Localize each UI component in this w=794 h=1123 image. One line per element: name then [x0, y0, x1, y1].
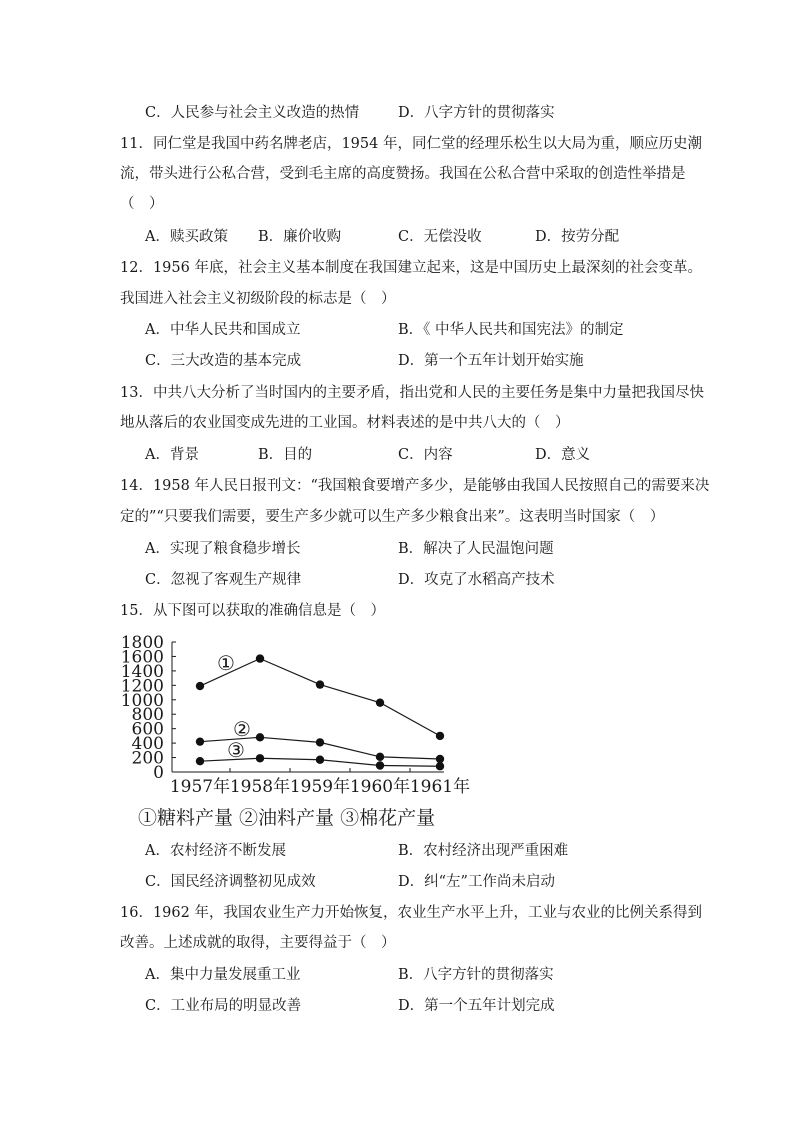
q11-option-d: D．按劳分配	[535, 229, 620, 245]
q12-stem-line1: 12．1956 年底，社会主义基本制度在我国建立起来，这是中国历史上最深刻的社会变革。	[120, 260, 702, 276]
x-tick-label: 1958年	[229, 777, 291, 797]
y-tick-label: 1800	[120, 633, 164, 653]
data-point	[436, 762, 444, 770]
q16-stem-line2: 改善。上述成就的取得，主要得益于（ ）	[120, 935, 396, 951]
q15-option-c: C．国民经济调整初见成效	[145, 874, 316, 890]
q11-option-c: C．无偿没收	[398, 229, 482, 245]
data-point	[376, 753, 384, 761]
q13-stem-line1: 13．中共八大分析了当时国内的主要矛盾，指出党和人民的主要任务是集中力量把我国尽快	[120, 385, 704, 401]
data-point	[256, 654, 264, 662]
chart-legend: ①糖料产量 ②油料产量 ③棉花产量	[138, 807, 436, 829]
q15-option-a: A．农村经济不断发展	[145, 843, 286, 859]
q14-option-a: A．实现了粮食稳步增长	[145, 541, 301, 557]
y-tick-label: 400	[131, 734, 164, 755]
q14-option-d: D．攻克了水稻高产技术	[398, 572, 555, 588]
data-point	[316, 680, 324, 688]
x-tick-label: 1957年	[169, 777, 231, 797]
q11-stem-line1: 11．同仁堂是我国中药名牌老店，1954 年，同仁堂的经理乐松生以大局为重，顺应历史潮	[120, 136, 702, 152]
data-point	[436, 732, 444, 740]
series-label: ③	[227, 738, 245, 762]
q12-stem-line2: 我国进入社会主义初级阶段的标志是（ ）	[120, 291, 396, 307]
y-tick-label: 1000	[120, 690, 164, 711]
q10-option-c: C．人民参与社会主义改造的热情	[145, 105, 360, 121]
x-tick-label: 1961年	[409, 777, 471, 797]
q12-option-d: D．第一个五年计划开始实施	[398, 353, 584, 369]
q12-option-c: C．三大改造的基本完成	[145, 353, 302, 369]
y-tick-label: 600	[131, 719, 164, 740]
q15-option-d: D．纠“左”工作尚未启动	[398, 874, 555, 890]
x-tick-label: 1960年	[349, 777, 411, 797]
y-axis-tick-labels	[121, 633, 176, 783]
data-point	[196, 682, 204, 690]
q11-option-b: B．廉价收购	[258, 229, 342, 245]
series-label: ①	[217, 651, 235, 675]
q16-option-d: D．第一个五年计划完成	[398, 998, 555, 1014]
data-point	[196, 737, 204, 745]
q14-stem-line2: 定的”“只要我们需要，要生产多少就可以生产多少粮食出来”。这表明当时国家（ ）	[120, 509, 665, 525]
q13-option-a: A．背景	[145, 447, 199, 463]
q13-option-d: D．意义	[535, 447, 591, 463]
production-line-chart	[118, 630, 488, 835]
data-point	[256, 754, 264, 762]
series-label: ②	[233, 717, 251, 741]
y-tick-label: 0	[153, 763, 164, 783]
q16-option-b: B．八字方针的贯彻落实	[398, 967, 554, 983]
data-point	[436, 755, 444, 763]
data-point	[316, 738, 324, 746]
q14-option-b: B．解决了人民温饱问题	[398, 541, 554, 557]
data-point	[196, 757, 204, 765]
q12-option-a: A．中华人民共和国成立	[145, 322, 301, 338]
data-point	[376, 761, 384, 769]
q14-stem-line1: 14．1958 年人民日报刊文：“我国粮食要增产多少，是能够由我国人民按照自己的需要来决	[120, 478, 710, 494]
q15-stem-line1: 15．从下图可以获取的准确信息是（ ）	[120, 603, 385, 619]
q16-stem-line1: 16．1962 年，我国农业生产力开始恢复，农业生产水平上升，工业与农业的比例关系得到	[120, 905, 702, 921]
q13-option-c: C．内容	[398, 447, 453, 463]
series-lines	[196, 651, 444, 770]
x-tick-label: 1959年	[289, 777, 351, 797]
y-tick-label: 1200	[120, 676, 164, 697]
data-point	[256, 733, 264, 741]
q14-option-c: C．忽视了客观生产规律	[145, 572, 302, 588]
q13-stem-line2: 地从落后的农业国变成先进的工业国。材料表述的是中共八大的（ ）	[120, 415, 570, 431]
q12-option-b: B．《 中华人民共和国宪法》的制定	[398, 322, 624, 338]
q16-option-a: A．集中力量发展重工业	[145, 967, 301, 983]
y-tick-label: 1600	[120, 647, 164, 668]
data-point	[316, 756, 324, 764]
q15-option-b: B．农村经济出现严重困难	[398, 843, 569, 859]
q13-option-b: B．目的	[258, 447, 313, 463]
q16-option-c: C．工业布局的明显改善	[145, 998, 302, 1014]
q11-stem-line2: 流，带头进行公私合营，受到毛主席的高度赞扬。我国在公私合营中采取的创造性举措是	[120, 166, 686, 182]
y-tick-label: 800	[131, 705, 164, 726]
q10-option-d: D．八字方针的贯彻落实	[398, 105, 555, 121]
data-point	[376, 698, 384, 706]
y-tick-label: 1400	[120, 661, 164, 682]
q11-stem-line3: （ ）	[120, 196, 164, 212]
y-tick-label: 200	[131, 748, 164, 769]
q11-option-a: A．赎买政策	[145, 229, 228, 245]
